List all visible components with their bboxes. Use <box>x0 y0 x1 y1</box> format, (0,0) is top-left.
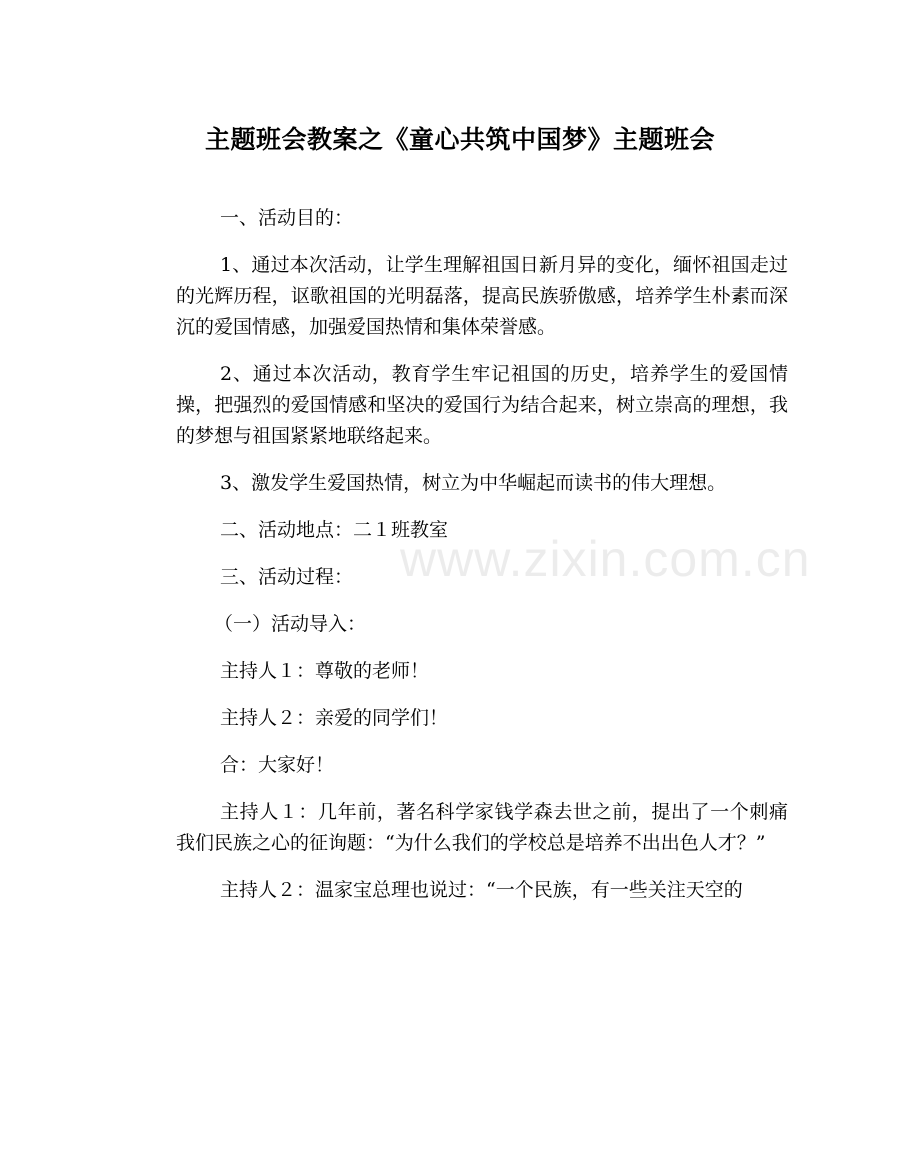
paragraph-purpose-1: 1、通过本次活动，让学生理解祖国日新月异的变化，缅怀祖国走过的光辉历程，讴歌祖国的光明磊落，提高民族骄傲感，培养学生朴素而深沉的爱国情感，加强爱国热情和集体荣誉感。 <box>176 254 788 338</box>
paragraph-purpose-2: 2、通过本次活动，教育学生牢记祖国的历史，培养学生的爱国情操，把强烈的爱国情感和坚决的爱国行为结合起来，树立崇高的理想，我的梦想与祖国紧紧地联络起来。 <box>176 363 788 447</box>
document-title: 主题班会教案之《童心共筑中国梦》主题班会 <box>204 125 715 154</box>
heading-activity-purpose: 一、活动目的： <box>220 207 354 229</box>
heading-activity-intro: （一）活动导入： <box>214 613 367 635</box>
dialogue-line: 主持人１：几年前，著名科学家钱学森去世之前，提出了一个刺痛我们民族之心的征询题：“为什么我们的学校总是培养不出出色人才？” <box>176 801 788 854</box>
document-body <box>176 203 811 922</box>
heading-activity-location: 二、活动地点：二１班教室 <box>220 519 449 541</box>
dialogue-line: 主持人２：温家宝总理也说过：“一个民族，有一些关注天空的 <box>220 879 743 901</box>
paragraph-purpose-3: 3、激发学生爱国热情，树立为中华崛起而读书的伟大理想。 <box>220 472 727 494</box>
dialogue-line: 合：大家好！ <box>220 754 335 776</box>
heading-activity-process: 三、活动过程： <box>220 566 354 588</box>
dialogue-line: 主持人２：亲爱的同学们！ <box>220 707 449 729</box>
watermark: www.zixin.com.cn <box>400 531 811 587</box>
dialogue-line: 主持人１：尊敬的老师！ <box>220 660 430 682</box>
